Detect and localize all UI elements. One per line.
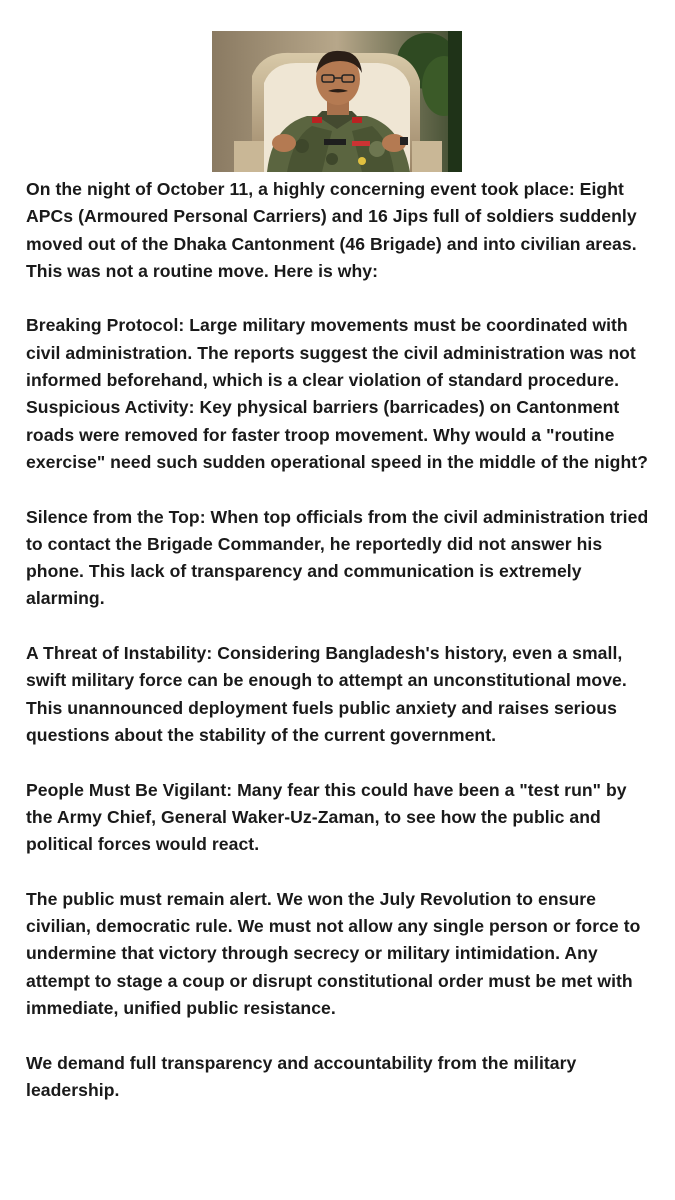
- article-photo: [212, 31, 462, 172]
- paragraph-breaking-protocol: Breaking Protocol: Large military movements must be coordinated with civil administration. The reports suggest the civil administration was not informed beforehand, which is a clear violation of standard procedure.: [26, 315, 636, 391]
- paragraph-public-alert: The public must remain alert. We won the July Revolution to ensure civilian, democratic rule. We must not allow any single person or force to undermine that victory through secrecy or military intimidation. Any attempt to stage a coup or disrupt constitutional order must be met with immediate, unified public resistance.: [26, 888, 641, 1018]
- article-body: [26, 176, 658, 1104]
- paragraph-silence-from-top: Silence from the Top: When top officials from the civil administration tried to contact the Brigade Commander, he reportedly did not answer his phone. This lack of transparency and communication is extremely alarming.: [26, 506, 649, 609]
- paragraph-not-routine: This was not a routine move. Here is why:: [26, 260, 379, 281]
- paragraph-threat-of-instability: A Threat of Instability: Considering Bangladesh's history, even a small, swift military force can be enough to attempt an unconstitutional move. This unannounced deployment fuels public anxiety and raises serious questions about the stability of the current government.: [26, 643, 627, 745]
- paragraph-suspicious-activity: Suspicious Activity: Key physical barriers (barricades) on Cantonment roads were removed for faster troop movement. Why would a "routine exercise" need such sudden operational speed in the middle of the night?: [26, 397, 648, 472]
- paragraph-people-vigilant: People Must Be Vigilant: Many fear this could have been a "test run" by the Army Chief, General Waker-Uz-Zaman, to see how the public and political forces would react.: [26, 779, 627, 855]
- paragraph-demand-transparency: We demand full transparency and accountability from the military leadership.: [26, 1052, 577, 1100]
- paragraph-intro: On the night of October 11, a highly concerning event took place: Eight APCs (Armoured Personal Carriers) and 16 Jips full of soldiers suddenly moved out of the Dhaka Cantonment (46 Brigade) and into civilian areas.: [26, 179, 637, 254]
- military-officer-photo-icon: [212, 31, 462, 172]
